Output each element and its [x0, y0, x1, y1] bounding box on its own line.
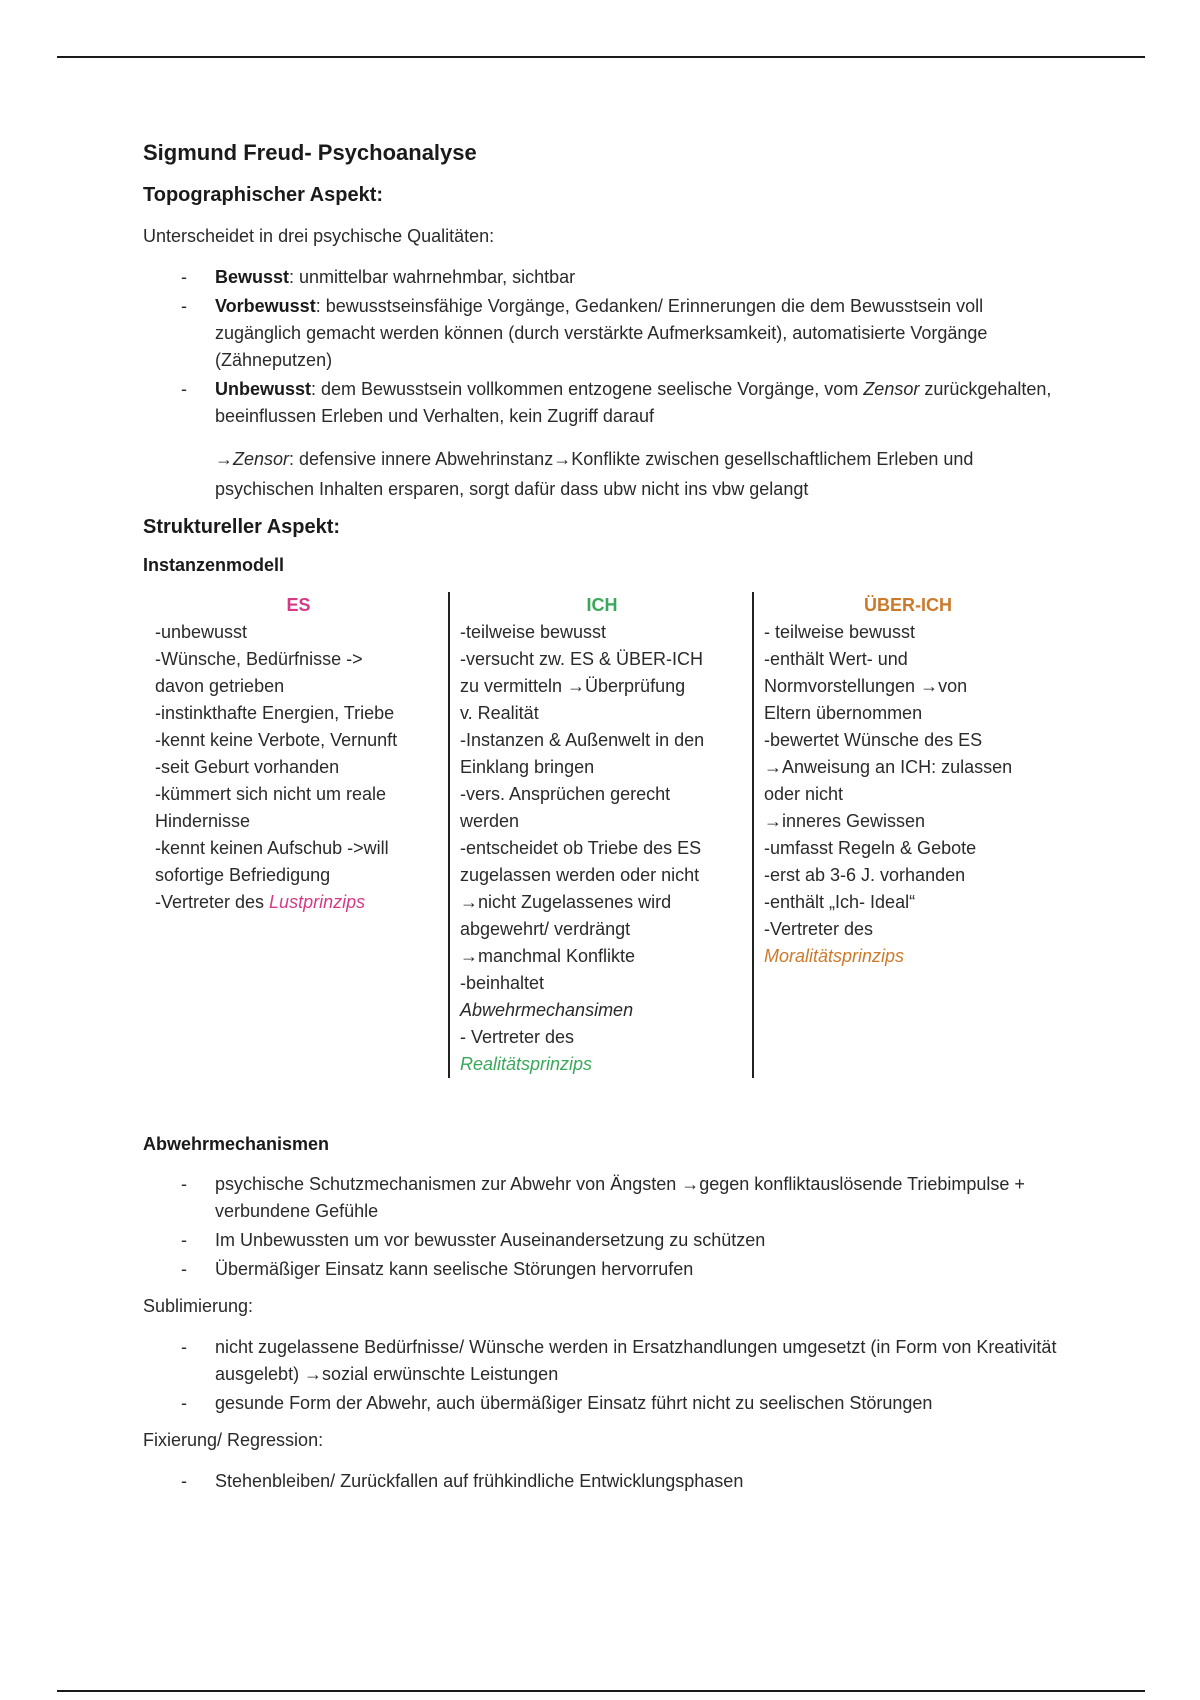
es-line: -kümmert sich nicht um reale: [155, 784, 387, 804]
ich-line: werden: [460, 811, 520, 831]
ueber-ich-line: Eltern übernommen: [764, 703, 923, 723]
ueber-ich-line: →Anweisung an ICH: zulassen: [764, 757, 1013, 777]
topo-heading: Topographischer Aspekt:: [143, 184, 384, 206]
es-header: ES: [286, 595, 311, 615]
bottom-rule: [57, 1690, 1145, 1692]
sublim-heading: Sublimierung:: [143, 1296, 254, 1316]
es-line: -kennt keinen Aufschub ->will: [155, 838, 389, 858]
ich-line: zu vermitteln →Überprüfung: [460, 676, 686, 696]
fix-list: [143, 1468, 1063, 1495]
ueber-ich-column: [752, 592, 1052, 1078]
model-heading: Instanzenmodell: [143, 555, 285, 575]
ich-line: -Instanzen & Außenwelt in den: [460, 730, 705, 750]
list-item: - Bewusst: unmittelbar wahrnehmbar, sichtbar: [143, 264, 1063, 291]
ich-line: v. Realität: [460, 703, 539, 723]
ich-italic-line: Abwehrmechansimen: [460, 1000, 634, 1020]
ueber-ich-line: - teilweise bewusst: [764, 622, 916, 642]
ueber-ich-header: ÜBER-ICH: [864, 595, 952, 615]
topo-intro: Unterscheidet in drei psychische Qualitäten:: [143, 226, 495, 246]
ueber-ich-line: -bewertet Wünsche des ES: [764, 730, 983, 750]
ich-line: -vers. Ansprüchen gerecht: [460, 784, 671, 804]
ueber-ich-line: -umfasst Regeln & Gebote: [764, 838, 977, 858]
struct-heading: Struktureller Aspekt:: [143, 516, 341, 538]
ueber-ich-principle: Moralitätsprinzips: [764, 946, 905, 966]
ich-line: abgewehrt/ verdrängt: [460, 919, 631, 939]
list-item: - Unbewusst: dem Bewusstsein vollkommen entzogene seelische Vorgänge, vom Zensor zurückgehalten, beeinflussen Erleben und Verhalten, kein Zugriff darauf: [143, 376, 1063, 430]
list-item: - Übermäßiger Einsatz kann seelische Störungen hervorrufen: [143, 1256, 1063, 1283]
ich-principle: Realitätsprinzips: [460, 1054, 593, 1074]
ich-line: →nicht Zugelassenes wird: [460, 892, 672, 912]
es-line: Hindernisse: [155, 811, 251, 831]
list-item: - gesunde Form der Abwehr, auch übermäßiger Einsatz führt nicht zu seelischen Störungen: [143, 1390, 1063, 1417]
ich-line: zugelassen werden oder nicht: [460, 865, 700, 885]
es-line: davon getrieben: [155, 676, 285, 696]
top-rule: [57, 56, 1145, 58]
ich-line: -teilweise bewusst: [460, 622, 607, 642]
ueber-ich-line: -Vertreter des: [764, 919, 874, 939]
ich-line: -beinhaltet: [460, 973, 545, 993]
list-item: - Stehenbleiben/ Zurückfallen auf frühkindliche Entwicklungsphasen: [143, 1468, 1063, 1495]
page-title: Sigmund Freud- Psychoanalyse: [143, 140, 477, 165]
fix-heading: Fixierung/ Regression:: [143, 1430, 324, 1450]
ich-line: -versucht zw. ES & ÜBER-ICH: [460, 649, 704, 669]
list-item: - nicht zugelassene Bedürfnisse/ Wünsche werden in Ersatzhandlungen umgesetzt (in Form von Kreativität ausgelebt) →sozial erwünschte Leistungen: [143, 1334, 1063, 1388]
es-column: [143, 592, 448, 1078]
abwehr-heading: Abwehrmechanismen: [143, 1134, 330, 1154]
ueber-ich-line: -erst ab 3-6 J. vorhanden: [764, 865, 966, 885]
es-line: -instinkthafte Energien, Triebe: [155, 703, 395, 723]
ich-line: -entscheidet ob Triebe des ES: [460, 838, 702, 858]
instanzenmodell-table: [143, 592, 1063, 1078]
topo-list: [143, 264, 1063, 430]
abwehr-list: [143, 1171, 1063, 1283]
ich-header: ICH: [586, 595, 618, 615]
es-line: sofortige Befriedigung: [155, 865, 331, 885]
list-item: - Vorbewusst: bewusstseinsfähige Vorgänge, Gedanken/ Erinnerungen die dem Bewusstsein voll zugänglich gemacht werden können (durch verstärkte Aufmerksamkeit), automatisierte Vorgänge (Zähneputzen): [143, 293, 1063, 374]
sublim-list: [143, 1334, 1063, 1417]
ueber-ich-line: -enthält „Ich- Ideal“: [764, 892, 916, 912]
es-last-line: -Vertreter des Lustprinzips: [155, 892, 366, 912]
ich-line: Einklang bringen: [460, 757, 595, 777]
ueber-ich-line: -enthält Wert- und: [764, 649, 908, 669]
ich-line: →manchmal Konflikte: [460, 946, 636, 966]
ich-line: - Vertreter des: [460, 1027, 575, 1047]
es-line: -kennt keine Verbote, Vernunft: [155, 730, 398, 750]
document-body: [143, 140, 1063, 1505]
ich-column: [448, 592, 752, 1078]
es-line: -unbewusst: [155, 622, 248, 642]
ueber-ich-line: Normvorstellungen →von: [764, 676, 968, 696]
ueber-ich-line: →inneres Gewissen: [764, 811, 926, 831]
list-item: - Im Unbewussten um vor bewusster Auseinandersetzung zu schützen: [143, 1227, 1063, 1254]
es-line: -Wünsche, Bedürfnisse ->: [155, 649, 363, 669]
list-item: - psychische Schutzmechanismen zur Abwehr von Ängsten →gegen konfliktauslösende Triebimpulse + verbundene Gefühle: [143, 1171, 1063, 1225]
es-line: -seit Geburt vorhanden: [155, 757, 340, 777]
ueber-ich-line: oder nicht: [764, 784, 844, 804]
zensor-note: →Zensor: defensive innere Abwehrinstanz→Konflikte zwischen gesellschaftlichem Erleben und psychischen Inhalten ersparen, sorgt dafür dass ubw nicht ins vbw gelangt: [215, 449, 974, 499]
